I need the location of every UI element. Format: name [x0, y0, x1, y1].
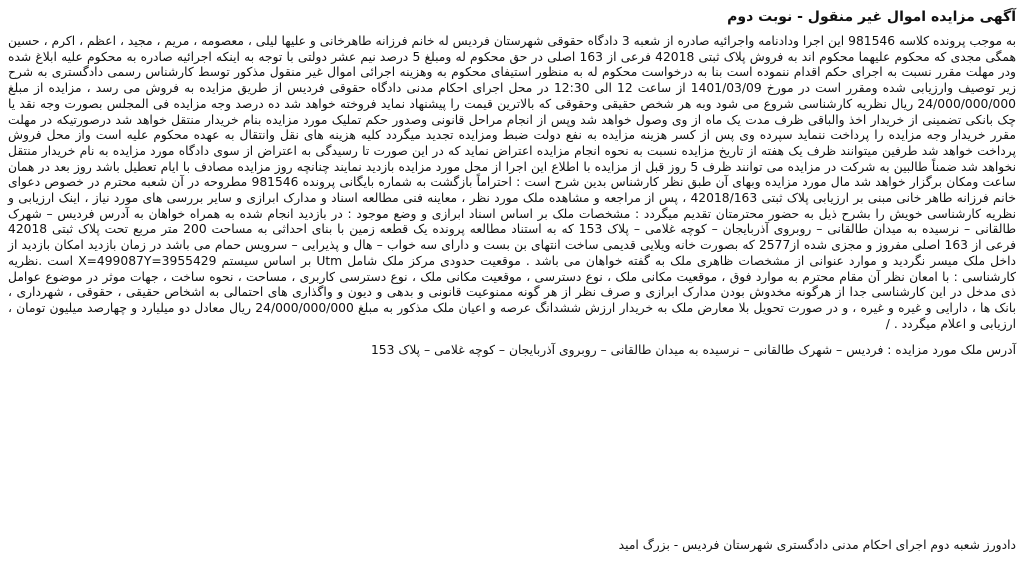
property-address: آدرس ملک مورد مزایده : فردیس – شهرک طالقانی – نرسیده به میدان طالقانی – روبروی آذربایجان – کوچه غلامی – پلاک 153	[370, 343, 1016, 358]
notice-body: به موجب پرونده کلاسه 981546 این اجرا ودادنامه واجرائیه صادره از شعبه 3 دادگاه حقوقی شهرستان فردیس له خانم فرزانه طاهرخانی و علیها لیلی ، معصومه ، مریم ، مجید ، اعظم ، اکرم ، حسین همگی مجدی که محکوم علیهما محکوم اند به فروش پلاک ثبتی 42018 فرعی از 163 اصلی در حق محکوم له ومبلغ 5 درصد نیم عشر دولتی با توجه به اینکه اجرائیه صادره به محکوم علیه ابلاغ شده ودر مهلت مقرر نسبت به اجرای حکم اقدام ننموده است بنا به درخواست محکوم له به منظور استیفای محکوم به وهزینه اجرائی اموال غیر منقول مذکور توسط کارشناس رسمی دادگستری به شرح زیر توصیف وارزیابی شده ومقرر است در مورخ 1401/03/09 از ساعت 12 الی 12:30 در محل اجرای احکام مدنی دادگاه حقوقی فردیس از طریق مزایده به فروش می رسد ، مزایده از مبلغ 24/000/000/000 ریال نظریه کارشناسی شروع می شود وبه هر شخص حقیقی وحقوقی که بالاترین قیمت را پیشنهاد نماید فروخته خواهد شد ده درصد وجه مزایده فی المجلس بصورت وجه نقد یا چک بانکی تضمینی از خریدار اخذ والباقی ظرف مدت یک ماه از وی وصول خواهد شد وپس از انجام مراحل قانونی وصدور حکم تملیک مورد مزایده بنام خریدار منتقل خواهد شد درصورتیکه در مهلت مقرر خریدار وجه مزایده را پرداخت ننماید سپرده وی پس از کسر هزینه مزایده به نفع دولت ضبط ومزایده تجدید میگردد کلیه هزینه های نقل وانتقال به عهده محکوم علیه است واز محل فروش پرداخت خواهد شد طرفین میتوانند ظرف یک هفته از تاریخ مزایده نسبت به نحوه انجام مزایده اعتراض نماید که در این صورت تا رسیدگی به اعتراض از سوی دادگاه مورد مزایده به نام خریدار منتقل نخواهد شد ضمناً طالبین به شرکت در مزایده می توانند ظرف 5 روز قبل از مزایده با اطلاع این اجرا از محل مورد مزایده بازدید نمایند چنانچه روز مزایده مصادف با ایام تعطیل باشد روز بعد در همان ساعت ومکان برگزار خواهد شد مال مورد مزایده وبهای آن طبق نظر کارشناس بدین شرح است : احتراماً بازگشت به شماره بایگانی پرونده 981546 مطروحه در آن شعبه محترم در خصوص دعوای خانم فرزانه طاهر خانی مبنی بر ارزیابی پلاک ثبتی 42018/163 ، پس از مراجعه و مشاهده ملک مورد نظر ، معاینه فنی مطالعه اسناد و مدارک ابرازی و سایر بررسی های مورد نیاز ، اینک ارزیابی و نظریه کارشناسی خویش را بشرح ذیل به حضور محترمتان تقدیم میگردد : مشخصات ملک بر اساس اسناد ابرازی و وضع موجود : در بازدید انجام شده به همراه خواهان به آدرس فردیس – شهرک طالقانی – نرسیده به میدان طالقانی – روبروی آذربایجان – کوچه غلامی – پلاک 153 که به استناد مطالعه پرونده یک قطعه زمین با بنای احداثی به مساحت 200 متر مربع تحت پلاک ثبتی 42018 فرعی از 163 اصلی مفروز و مجزی شده از2577 که بصورت خانه ویلایی قدیمی ساخت انتهای بن بست و دارای سه خواب – هال و پذیرایی – سرویس حمام می باشد در زمان بازدید امکان بازدید از داخل ملک میسر نگردید و موارد عنوانی از مشخصات ظاهری ملک به گفته خواهان می باشد . موقعیت حدودی مرکز ملک شامل Utm بر اساس سیستم X=499087Y=3955429 است .نظریه کارشناسی : با امعان نظر آن مقام محترم به موارد فوق ، موقعیت مکانی ملک ، نوع دسترسی ، موقعیت مکانی ملک ، نوع دسترسی کاربری ، مساحت ، نحوه ساخت ، جهات موثر در موضوع عوامل ذی مدخل در این کارشناسی جدا از هرگونه مخدوش بودن مدارک ابرازی و صرف نظر از هر گونه ممنوعیت قانونی و بدهی و دیون و واگذاری های احتمالی به اشخاص حقیقی ، حقوقی ، شهرداری ، بانک ها ، دارایی و غیره و غیره ، و در صورت تحویل بلا معارض ملک به خریدار ارزش ششدانگ عرصه و اعیان ملک مذکور به مبلغ 24/000/000/000 ریال معادل دو میلیارد و چهارصد میلیون تومان ، ارزیابی و اعلام میگردد . /	[8, 34, 1017, 331]
notice-title: آگهی مزایده اموال غیر منقول - نوبت دوم	[727, 9, 1016, 25]
signature-line: دادورز شعبه دوم اجرای احکام مدنی دادگستری شهرستان فردیس - بزرگ امید	[618, 538, 1016, 552]
